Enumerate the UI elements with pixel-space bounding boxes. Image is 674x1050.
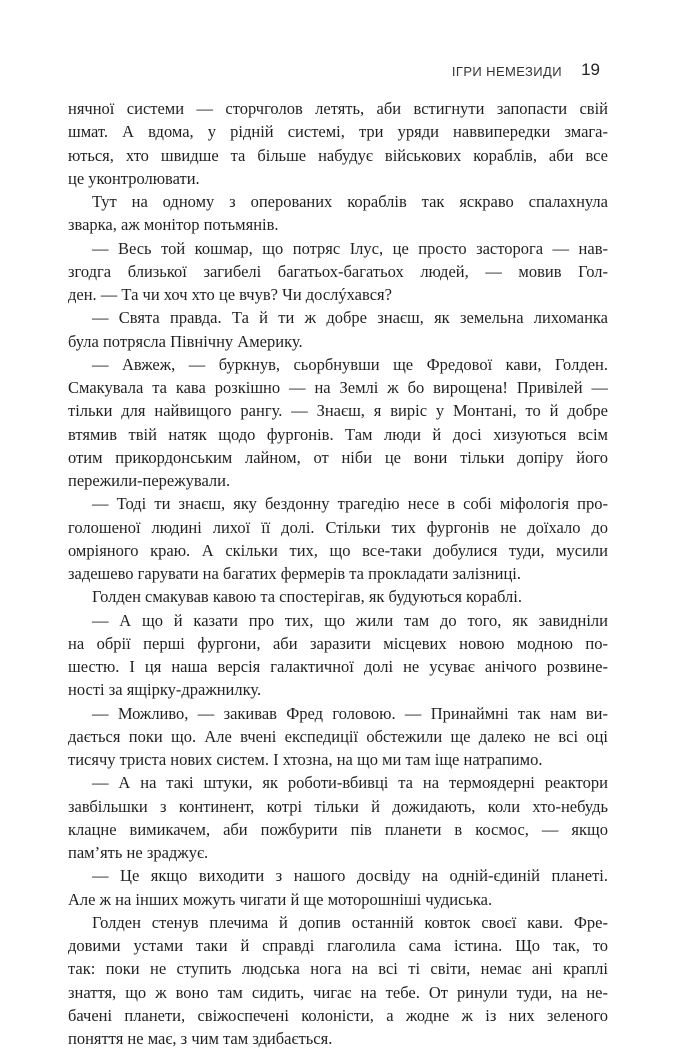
text-line: Голден смакував кавою та спостерігав, як будуються кораблі. bbox=[92, 587, 522, 607]
text-line: клацне вимикачем, аби пожбурити пів планети в космос, — якщо bbox=[68, 819, 608, 839]
text-line: ності за ящірку-дражнилку. bbox=[68, 680, 262, 700]
text-line: — Авжеж, — буркнув, сьорбнувши ще Фредової кави, Голден. bbox=[92, 354, 608, 374]
text-line: омріяного краю. А скільки тих, що все-таки добулися туди, мусили bbox=[68, 540, 608, 560]
text-line: знаття, що ж воно там сидить, чигає на тебе. От ринули туди, на не- bbox=[68, 982, 608, 1002]
text-line: шмат. А вдома, у рідній системі, три уряди наввипередки змага- bbox=[68, 122, 608, 142]
text-line: зварка, аж монітор потьмянів. bbox=[68, 215, 279, 235]
text-line: поняття не має, з чим там здибається. bbox=[68, 1029, 333, 1048]
text-line: пережили-пережували. bbox=[68, 471, 231, 490]
text-line: тільки для найвищого рангу. — Знаєш, я виріс у Монтані, то й добре bbox=[68, 401, 608, 421]
text-line: нячної системи — сторчголов летять, аби встигнути запопасти свій bbox=[68, 99, 608, 118]
text-line: дається поки що. Але вчені експедиції обстежили ще далеко не всі оці bbox=[68, 726, 608, 746]
text-line: на обрії перші фургони, аби заразити місцевих новою модною по- bbox=[68, 633, 608, 653]
text-line: — Свята правда. Та й ти ж добре знаєш, як земельна лихоманка bbox=[92, 308, 608, 328]
text-line: — Тоді ти знаєш, яку бездонну трагедію несе в собі міфологія про- bbox=[92, 494, 608, 514]
text-line: отим прикордонським лайном, от ніби це вони тільки допіру його bbox=[68, 447, 608, 467]
text-line: ден. — Та чи хоч хто це вчув? Чи дослýхався? bbox=[68, 285, 392, 304]
text-line: згодга близької загибелі багатьох-багатьох людей, — мовив Гол- bbox=[68, 261, 608, 281]
page-number: 19 bbox=[581, 60, 600, 79]
text-line: голошеної людині лихої її долі. Стільки тих фургонів не доїхало до bbox=[68, 517, 608, 537]
text-line: — А на такі штуки, як роботи-вбивці та на термоядерні реактори bbox=[92, 773, 608, 793]
running-title: ІГРИ НЕМЕЗИДИ bbox=[451, 64, 562, 79]
text-line: — А що й казати про тих, що жили там до того, як завидніли bbox=[92, 610, 608, 630]
text-line: тисячу триста нових систем. І хтозна, на що ми там іще натрапимо. bbox=[68, 750, 543, 769]
body-text bbox=[68, 97, 608, 1050]
text-line: Але ж на інших можуть чигати й ще моторошніші чудиська. bbox=[68, 889, 493, 909]
text-line: задешево гарувати на багатих фермерів та прокладати залізниці. bbox=[68, 564, 522, 583]
text-line: бачені планети, свіжоспечені колоністи, а жодне ж із них зеленого bbox=[68, 1005, 608, 1025]
text-line: завбільшки з континент, котрі тільки й дожидають, коли хто-небудь bbox=[68, 796, 608, 816]
text-line: — Це якщо виходити з нашого досвіду на одній-єдиній планеті. bbox=[92, 866, 608, 886]
text-line: ються, хто швидше та більше набудує військових кораблів, аби все bbox=[68, 145, 608, 165]
text-line: втямив твій натяк щодо фургонів. Там люди й досі хизуються всім bbox=[68, 424, 608, 444]
text-line: пам’ять не зраджує. bbox=[68, 843, 209, 862]
text-line: це уконтролювати. bbox=[68, 168, 200, 188]
text-line: — Весь той кошмар, що потряс Ілус, це просто засторога — нав- bbox=[92, 238, 608, 258]
text-line: Тут на одному з оперованих кораблів так яскраво спалахнула bbox=[92, 192, 608, 211]
text-line: Голден стенув плечима й допив останній ковток своєї кави. Фре- bbox=[92, 912, 608, 932]
text-line: Смакувала та кава розкішно — на Землі ж бо вирощена! Привілей — bbox=[68, 378, 608, 397]
text-line: була потрясла Північну Америку. bbox=[68, 331, 303, 351]
text-line: шестю. І ця наша версія галактичної долі не усуває анічого розвине- bbox=[68, 657, 608, 676]
text-line: довими устами таки й справді глаголила сама істина. Що так, то bbox=[68, 936, 608, 955]
text-line: — Можливо, — закивав Фред головою. — Принаймні так нам ви- bbox=[92, 703, 608, 723]
text-line: так: поки не ступить людська нога на всі ті світи, немає ані краплі bbox=[68, 959, 608, 979]
